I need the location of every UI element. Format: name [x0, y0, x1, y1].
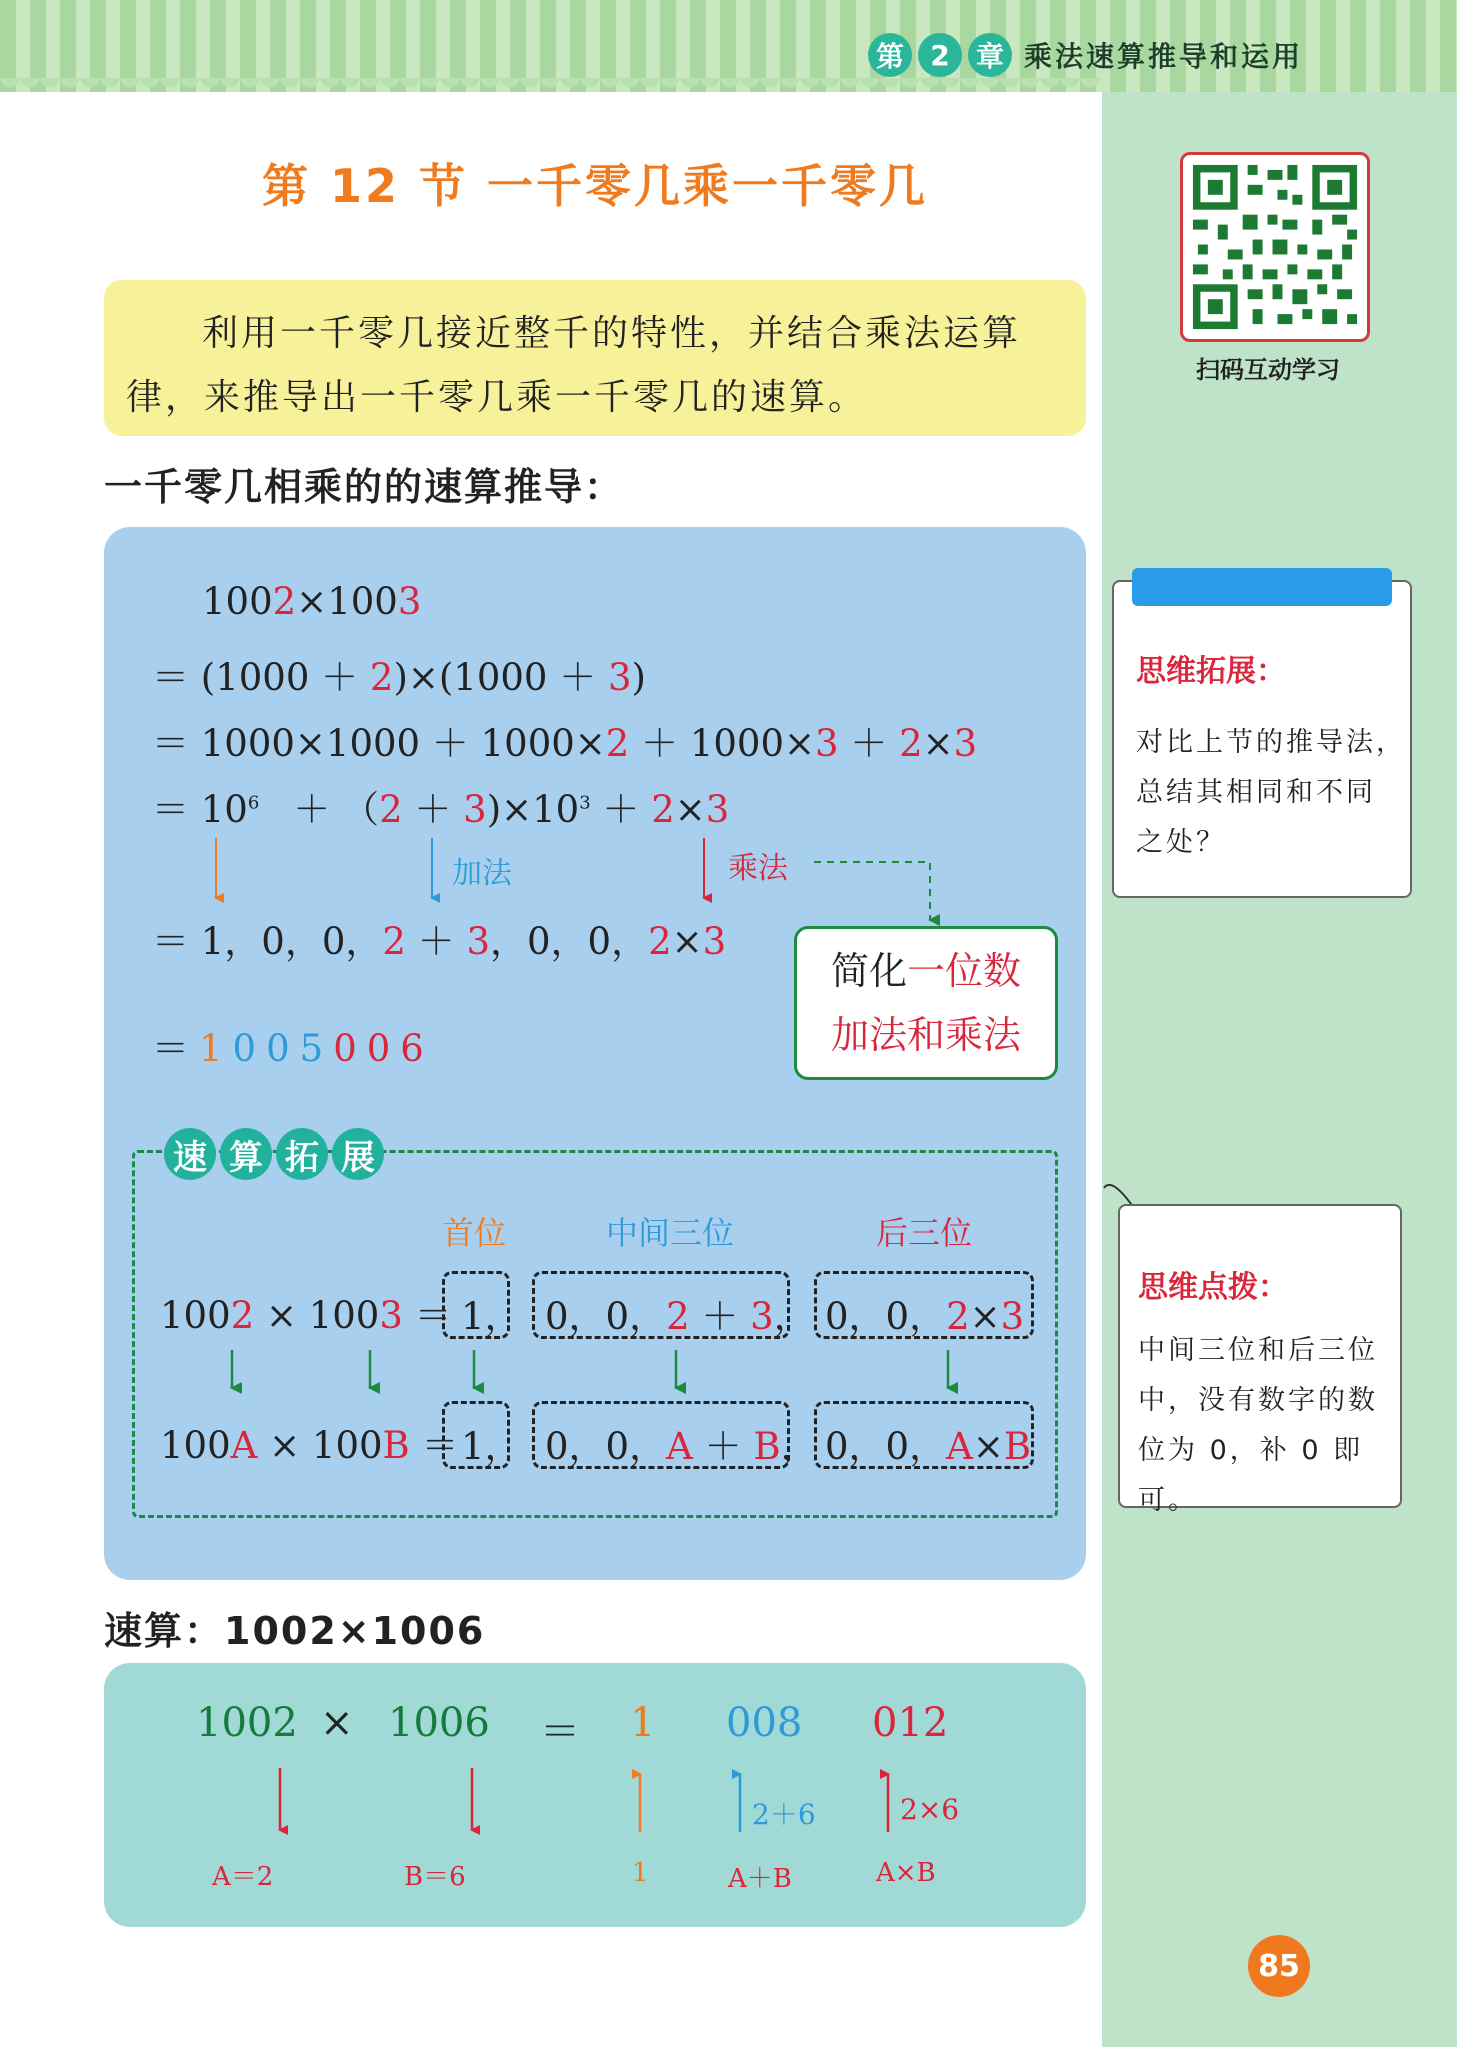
row1-last-box: 0，0，2×3 [814, 1271, 1034, 1339]
row1-first-box: 1， [442, 1271, 510, 1339]
qc-prod-note: 2×6 [900, 1793, 960, 1826]
chapter-suffix: 章 [968, 33, 1012, 77]
card1-body: 对比上节的推导法， 总结其相同和不同 之处？ [1136, 727, 1406, 858]
qc-a-label: A＝2 [212, 1862, 274, 1892]
qc-b-label: B＝6 [404, 1862, 466, 1892]
col-last-label: 后三位 [876, 1214, 973, 1252]
addition-label: 加法 [452, 856, 512, 891]
expansion-badge-1: 速 [164, 1128, 216, 1180]
qc-sum-note: 2＋6 [752, 1798, 816, 1831]
qc-one-label: 1 [632, 1858, 649, 1888]
qc-left-number: 1002 [196, 1700, 298, 1746]
qc-last-digits: 012 [872, 1700, 949, 1746]
qc-middle-digits: 008 [726, 1700, 803, 1746]
quick-calc-heading: 速算：1002×1006 [104, 1609, 486, 1653]
expansion-badge-3: 拓 [276, 1128, 328, 1180]
qr-code[interactable] [1180, 152, 1370, 342]
derivation-line-1: 1002×1003 [202, 580, 422, 623]
card1-title: 思维拓展： [1136, 654, 1286, 689]
simplify-box: 简化一位数 加法和乘法 [794, 926, 1058, 1080]
card1-tab [1132, 568, 1392, 606]
row1-middle-box: 0，0，2 ＋ 3， [532, 1271, 790, 1339]
card2-title: 思维点拨： [1138, 1270, 1288, 1305]
chapter-title: 乘法速算推导和运用 [1024, 40, 1304, 73]
page-title: 第 12 节 一千零几乘一千零几 [261, 159, 929, 213]
qr-caption: 扫码互动学习 [1196, 356, 1340, 384]
thinking-expansion-card [1112, 580, 1412, 898]
row2-middle-box: 0，0，A ＋ B， [532, 1401, 790, 1469]
expansion-badge-4: 展 [332, 1128, 384, 1180]
chapter-prefix: 第 [868, 33, 912, 77]
page-number: 85 [1248, 1935, 1310, 1997]
expansion-row2-left: 100A × 100B ＝ [160, 1424, 459, 1467]
qc-first-digit: 1 [630, 1700, 656, 1746]
col-first-label: 首位 [442, 1214, 507, 1252]
qc-right-number: 1006 [388, 1700, 490, 1746]
thinking-hint-card [1118, 1204, 1402, 1516]
expansion-badge-2: 算 [220, 1128, 272, 1180]
qc-equals: ＝ [540, 1709, 580, 1755]
intro-text: 利用一千零几接近整千的特性，并结合乘法运算律，来推导出一千零几乘一千零几的速算。 [126, 313, 1022, 418]
derivation-result: ＝1005006 [152, 1027, 434, 1070]
qr-pattern-icon [1183, 155, 1367, 339]
chapter-number: 2 [918, 33, 962, 77]
qc-ab-sum: A＋B [728, 1864, 792, 1894]
qc-ab-prod: A×B [876, 1858, 936, 1888]
expansion-row1-left: 1002 × 1003 ＝ [160, 1294, 452, 1337]
derivation-line-2: ＝ (1000 ＋ 2)×(1000 ＋ 3) [152, 656, 646, 699]
qc-times: × [320, 1700, 354, 1746]
card2-body: 中间三位和后三位 中，没有数字的数 位为 0，补 0 即可。 [1138, 1335, 1378, 1516]
derivation-line-4: ＝ $10^6 + (2 + 3)\times 10^3 + 2\times 3$ [152, 788, 730, 831]
derivation-line-3: ＝ 1000×1000 ＋ 1000×2 ＋ 1000×3 ＋ 2×3 [152, 722, 978, 765]
row2-first-box: 1， [442, 1401, 510, 1469]
section-heading: 一千零几相乘的的速算推导： [104, 465, 625, 509]
row2-last-box: 0，0，A×B [814, 1401, 1034, 1469]
col-middle-label: 中间三位 [606, 1214, 735, 1252]
multiplication-label: 乘法 [728, 851, 788, 886]
derivation-line-5: ＝ 1，0，0，2 ＋ 3，0，0，2×3 [152, 920, 727, 963]
arrow-dashed-to-simplify [814, 862, 930, 920]
